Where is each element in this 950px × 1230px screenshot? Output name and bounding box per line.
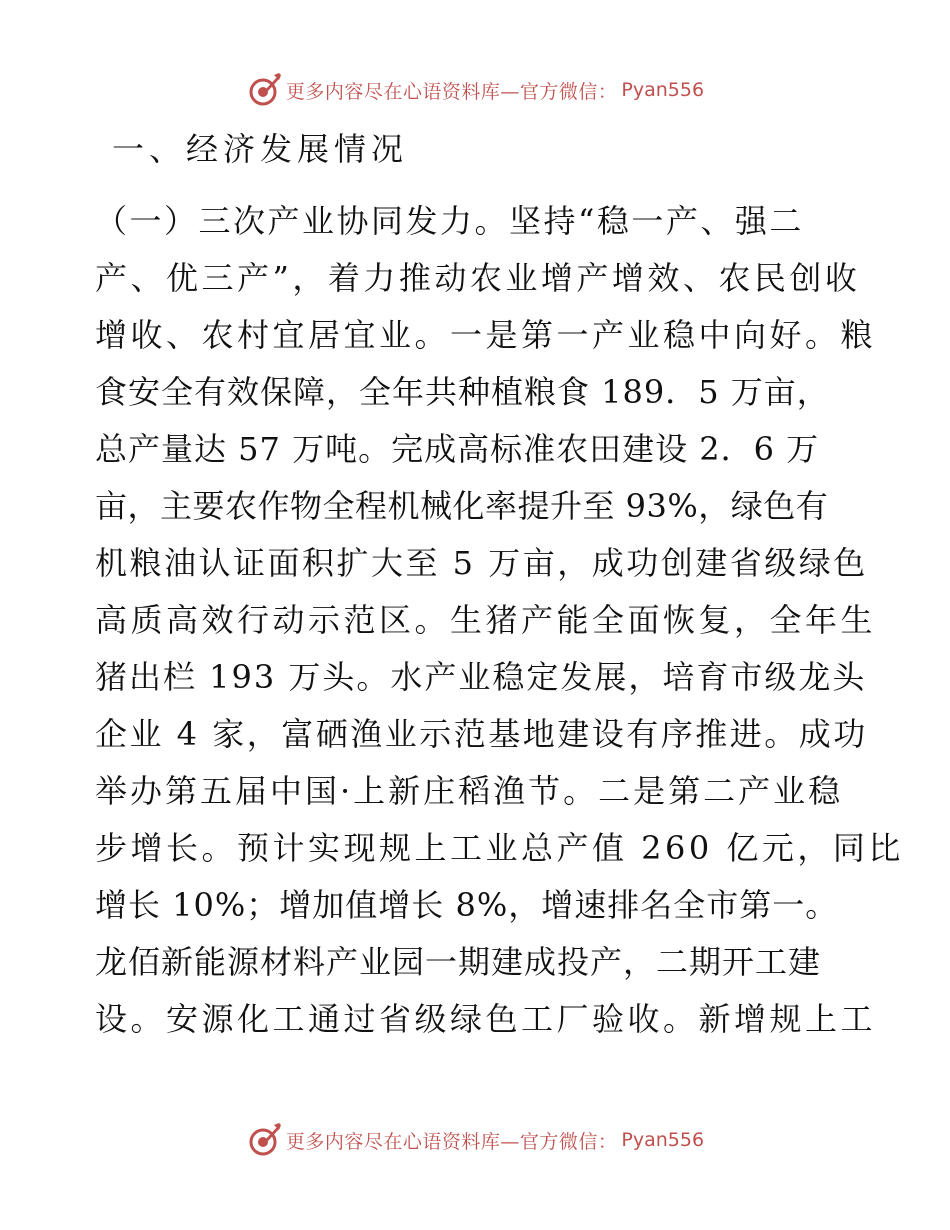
text-line: 食安全有效保障，全年共种植粮食 189．5 万亩， <box>95 373 830 411</box>
text-line: 猪出栏 193 万头。水产业稳定发展，培育市级龙头 <box>95 658 867 696</box>
text-line: 产、优三产”，着力推动农业增产增效、农民创收 <box>95 259 861 297</box>
text-line: 高质高效行动示范区。生猪产能全面恢复，全年生 <box>95 601 877 639</box>
text-line: 步增长。预计实现规上工业总产值 260 亿元，同比 <box>95 829 904 867</box>
watermark-banner-bottom <box>0 1120 950 1160</box>
text-line: 企业 4 家，富硒渔业示范基地建设有序推进。成功 <box>95 715 868 753</box>
text-line: 增收、农村宜居宜业。一是第一产业稳中向好。粮 <box>95 316 877 354</box>
text-line: 亩，主要农作物全程机械化率提升至 93%，绿色有 <box>95 487 829 525</box>
text-line: 增长 10%；增加值增长 8%，增速排名全市第一。 <box>95 886 839 924</box>
quill-logo-icon <box>246 72 282 108</box>
text-line: （一）三次产业协同发力。坚持“稳一产、强二 <box>95 202 804 240</box>
text-line: 机粮油认证面积扩大至 5 万亩，成功创建省级绿色 <box>95 544 868 582</box>
watermark-wechat-id: Pyan556 <box>621 1129 705 1151</box>
quill-logo-icon <box>246 1122 282 1158</box>
body-paragraph <box>95 193 904 1048</box>
watermark-banner-top <box>0 70 950 110</box>
text-line: 总产量达 57 万吨。完成高标准农田建设 2．6 万 <box>95 430 820 468</box>
text-line: 设。安源化工通过省级绿色工厂验收。新增规上工 <box>95 1000 877 1038</box>
text-line: 举办第五届中国·上新庄稻渔节。二是第二产业稳 <box>95 772 844 810</box>
watermark-text: 更多内容尽在心语资料库—官方微信： <box>285 80 618 103</box>
section-heading: 一、经济发展情况 <box>112 130 409 168</box>
text-line: 龙佰新能源材料产业园一期建成投产，二期开工建 <box>95 943 822 981</box>
watermark-text: 更多内容尽在心语资料库—官方微信： <box>285 1130 618 1153</box>
watermark-wechat-id: Pyan556 <box>621 79 705 101</box>
